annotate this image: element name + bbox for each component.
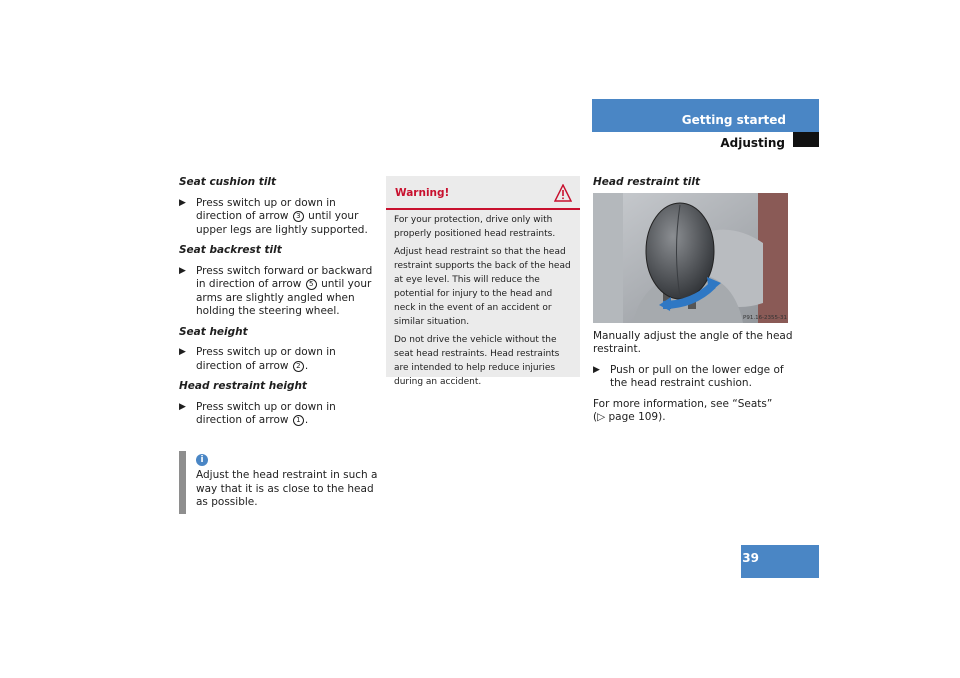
heading-head-restraint-tilt: Head restraint tilt [593, 176, 700, 188]
bullet-arrow-icon: ▶ [179, 347, 186, 357]
subsection-header [592, 132, 793, 151]
list-item: ▶ Press switch up or down in direction of arrow 2 . [179, 346, 336, 372]
bullet-arrow-icon: ▶ [593, 364, 600, 375]
head-restraint-illustration [593, 193, 788, 323]
page-number-block [741, 545, 819, 578]
section-header-bar [592, 99, 819, 132]
page-reference-link[interactable]: (▷ page 109). [593, 411, 666, 423]
warning-paragraph: Adjust head restraint so that the head restraint supports the back of the head at eye level. This will reduce the potential for injury to the head and neck in the event of an accident or similar situation. [394, 247, 571, 327]
info-note-bar [179, 451, 186, 514]
bullet-arrow-icon: ▶ [179, 197, 186, 208]
arrow-number-badge: 5 [306, 279, 317, 290]
warning-paragraph: For your protection, drive only with properly positioned head restraints. [394, 215, 556, 239]
warning-divider [386, 208, 580, 210]
section-marker-tab [793, 132, 819, 147]
heading-head-restraint-height: Head restraint height [179, 380, 307, 392]
arrow-number-badge: 1 [293, 415, 304, 426]
warning-box [386, 176, 580, 387]
info-icon: i [196, 454, 208, 466]
arrow-number-badge: 3 [293, 211, 304, 222]
figure-code: P91.16-2355-31 [743, 315, 788, 321]
list-item: ▶ Push or pull on the lower edge of the head restraint cushion. [593, 363, 784, 389]
warning-paragraph: Do not drive the vehicle without the seat head restraints. Head restraints are intended to help reduce injuries during an accident. [394, 335, 560, 387]
bullet-arrow-icon: ▶ [179, 401, 186, 412]
info-note-text: Adjust the head restraint in such a way that it is as close to the head as possible. [196, 469, 378, 508]
heading-seat-height: Seat height [179, 325, 248, 338]
subsection-title: Adjusting [720, 136, 785, 150]
section-title: Getting started [681, 113, 786, 127]
more-info-text: For more information, see “Seats” (▷ page 109). [593, 397, 773, 423]
info-note [179, 451, 379, 514]
list-item: ▶ Press switch up or down in direction of arrow 1 . [179, 400, 336, 426]
warning-body [394, 213, 576, 393]
arrow-number-badge: 2 [293, 361, 304, 372]
heading-seat-backrest-tilt: Seat backrest tilt [179, 244, 282, 256]
list-item: ▶ Press switch up or down in direction of arrow 3 until your upper legs are lightly supported. [179, 196, 368, 236]
heading-seat-cushion-tilt: Seat cushion tilt [179, 176, 277, 188]
intro-text: Manually adjust the angle of the head restraint. [593, 329, 793, 355]
bullet-arrow-icon: ▶ [179, 265, 186, 276]
warning-title: Warning! [395, 187, 450, 199]
left-column [179, 176, 379, 435]
list-item: ▶ Press switch forward or backward in direction of arrow 5 until your arms are slightly angled when holding the steering wheel. [179, 264, 373, 317]
page-number: 39 [742, 551, 759, 565]
warning-triangle-icon [554, 184, 572, 202]
